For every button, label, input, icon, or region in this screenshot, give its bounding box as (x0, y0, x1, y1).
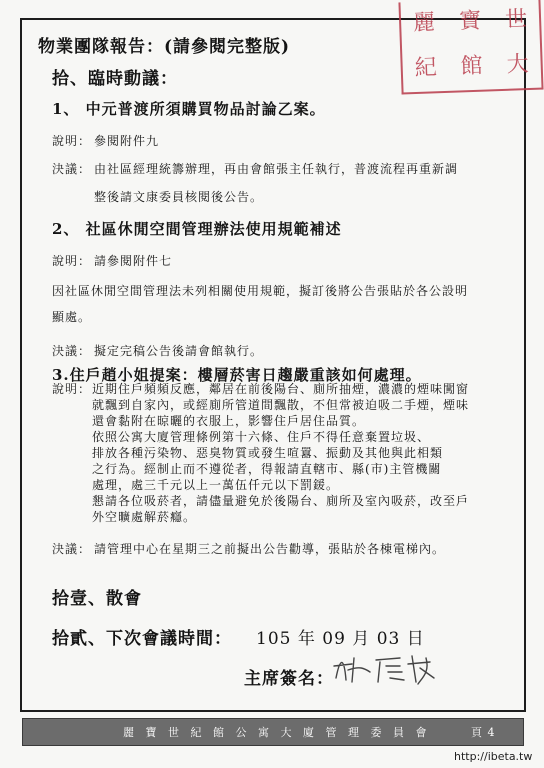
chair-signature-label: 主席簽名： (244, 669, 334, 689)
item-3-line: 處理，處三千元以上一萬伍仟元以下罰鍰。 (92, 478, 340, 492)
section-10-heading: 拾、臨時動議： (52, 69, 178, 89)
item-3-line: 就飄到自家內，或經廁所管道間飄散，不但常被迫吸二手煙，煙味 (92, 398, 470, 412)
page-number: 頁 4 (471, 726, 496, 739)
seal-char: 館 (460, 53, 484, 80)
item-2-body-line-2: 顯處。 (52, 310, 92, 324)
item-3-line: 近期住戶頻頻反應，鄰居在前後陽台、廁所抽煙，濃濃的煙味闖窗 (92, 382, 470, 396)
item-3-note-label: 說明： (52, 382, 92, 396)
item-3-line: 排放各種污染物、惡臭物質或發生喧囂、振動及其他與此相類 (92, 446, 444, 460)
item-3-line: 懇請各位吸菸者，請儘量避免於後陽台、廁所及室內吸菸，改至戶 (92, 494, 470, 508)
seal-char: 麗 (412, 10, 436, 36)
footer-organization: 麗 寶 世 紀 館 公 寓 大 廈 管 理 委 員 會 (123, 726, 431, 739)
item-1-decision-line-1: 由社區經理統籌辦理，再由會館張主任執行，普渡流程再重新調 (94, 162, 459, 176)
item-1-heading: 1、 中元普渡所須購買物品討論乙案。 (52, 100, 326, 118)
section-12-label: 拾貳、下次會議時間： (52, 629, 232, 649)
next-meeting-date: 105 年 09 月 03 日 (256, 629, 425, 649)
seal-char: 寶 (458, 8, 482, 35)
item-2-note-text: 請參閱附件七 (94, 254, 173, 268)
seal-char: 世 (504, 7, 528, 33)
item-3-decision-label: 決議： (52, 542, 92, 556)
footer-bar (22, 718, 524, 746)
seal-char: 紀 (414, 55, 438, 81)
item-3-heading: 3.住戶趙小姐提案：樓層菸害日趨嚴重該如何處理。 (52, 366, 422, 384)
handwritten-signature (330, 648, 440, 688)
item-2-note-label: 說明： (52, 254, 92, 268)
item-3-line: 還會黏附在晾曬的衣服上，影響住戶居住品質。 (92, 414, 366, 428)
item-1-note-label: 說明： (52, 134, 92, 148)
item-2-decision-text: 擬定完稿公告後請會館執行。 (94, 344, 264, 358)
item-3-line: 依照公寓大廈管理條例第十六條、住戶不得任意棄置垃圾、 (92, 430, 431, 444)
item-3-line: 之行為。經制止而不遵從者，得報請直轄市、縣(市)主管機關 (92, 462, 442, 476)
item-3-decision-text: 請管理中心在星期三之前擬出公告勸導，張貼於各棟電梯內。 (94, 542, 446, 556)
section-11-heading: 拾壹、散會 (52, 589, 142, 609)
item-1-decision-label: 決議： (52, 162, 92, 176)
item-1-note-text: 參閱附件九 (94, 134, 160, 148)
item-2-heading: 2、 社區休閒空間管理辦法使用規範補述 (52, 220, 342, 238)
item-2-body-line-1: 因社區休閒空間管理法未列相關使用規範，擬訂後將公告張貼於各公設明 (52, 284, 469, 298)
seal-char: 大 (506, 52, 530, 78)
report-title: 物業團隊報告：(請參閱完整版) (38, 37, 291, 57)
item-2-decision-label: 決議： (52, 344, 92, 358)
item-3-line: 外空曠處解菸癮。 (92, 510, 197, 524)
red-seal-stamp (398, 0, 543, 94)
item-1-decision-line-2: 整後請文康委員核閱後公告。 (94, 190, 264, 204)
watermark-url: http://ibeta.tw (454, 750, 533, 763)
